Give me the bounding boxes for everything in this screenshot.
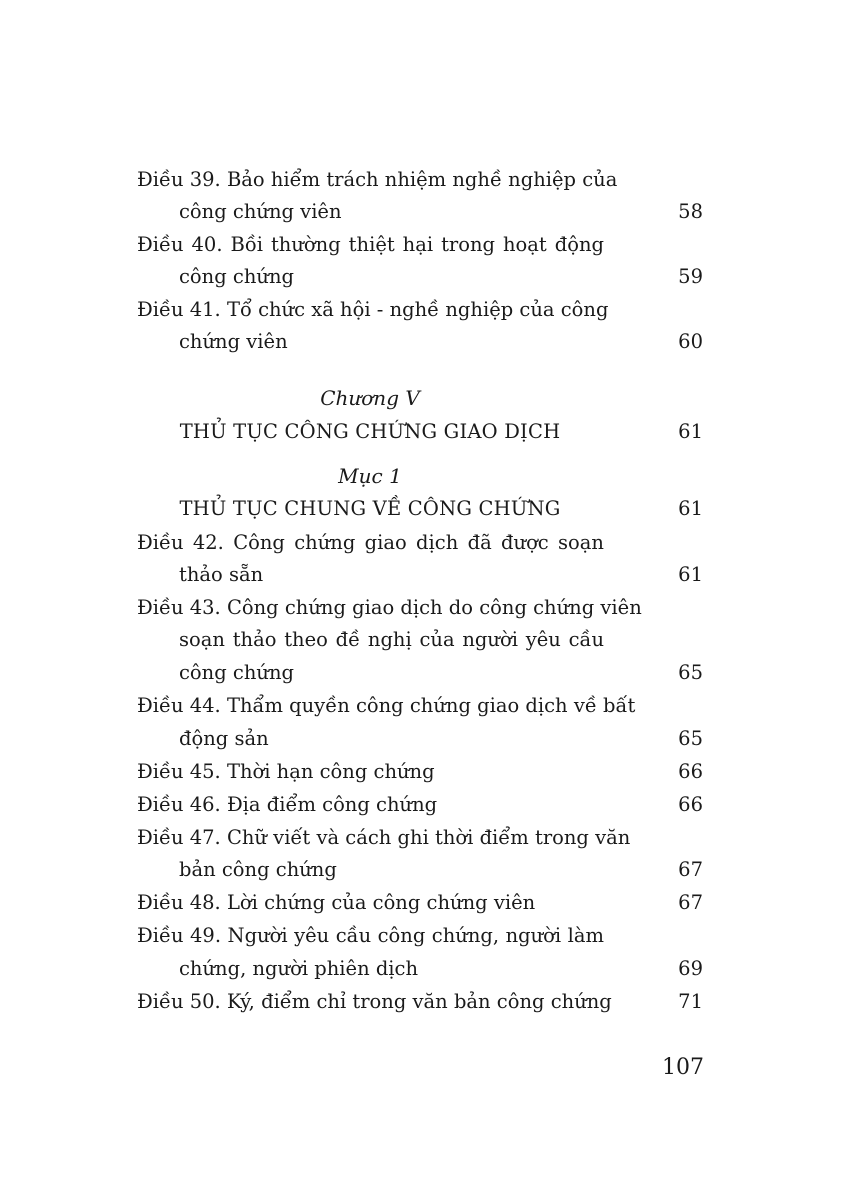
toc-entry-49-line2: chứng, người phiên dịch [179,957,419,980]
chapter-page: 61 [678,420,703,443]
toc-entry-45-line1: Điều 45. Thời hạn công chứng [137,760,435,783]
toc-entry-44-line1: Điều 44. Thẩm quyền công chứng giao dịch về bất [137,694,636,717]
toc-entry-42-page: 61 [678,563,703,586]
toc-entry-39-line1: Điều 39. Bảo hiểm trách nhiệm nghề nghiệp của [137,168,618,191]
toc-entry-44-page: 65 [678,727,703,750]
toc-entry-47-line1: Điều 47. Chữ viết và cách ghi thời điểm trong văn [137,826,631,849]
toc-entry-41-page: 60 [678,330,703,353]
toc-entry-46-line1: Điều 46. Địa điểm công chứng [137,793,438,816]
toc-entry-45-page: 66 [678,760,703,783]
toc-entry-39-line2: công chứng viên [179,200,342,223]
toc-entry-40-line2: công chứng [179,265,294,288]
chapter-label: Chương V [320,386,420,410]
section-page: 61 [678,497,703,520]
toc-entry-40-line1: Điều 40. Bồi thường thiệt hại trong hoạt động [137,233,604,256]
toc-entry-47-line2: bản công chứng [179,858,337,881]
toc-entry-49-line1: Điều 49. Người yêu cầu công chứng, người làm [137,924,604,947]
toc-entry-39-page: 58 [678,200,703,223]
toc-entry-43-line1: Điều 43. Công chứng giao dịch do công chứng viên [137,596,642,619]
toc-entry-48-line1: Điều 48. Lời chứng của công chứng viên [137,891,536,914]
toc-entry-43-line2: soạn thảo theo đề nghị của người yêu cầu [179,628,604,651]
section-label: Mục 1 [338,464,402,488]
toc-entry-41-line1: Điều 41. Tổ chức xã hội - nghề nghiệp của công [137,298,609,321]
toc-entry-41-line2: chứng viên [179,330,288,353]
toc-entry-49-page: 69 [678,957,703,980]
toc-entry-43-page: 65 [678,661,703,684]
toc-entry-44-line2: động sản [179,727,269,750]
toc-entry-42-line1: Điều 42. Công chứng giao dịch đã được soạn [137,531,604,554]
toc-entry-50-line1: Điều 50. Ký, điểm chỉ trong văn bản công chứng [137,990,612,1013]
section-title: THỦ TỤC CHUNG VỀ CÔNG CHỨNG [179,497,561,520]
toc-entry-46-page: 66 [678,793,703,816]
chapter-title: THỦ TỤC CÔNG CHỨNG GIAO DỊCH [179,420,561,443]
toc-entry-43-line3: công chứng [179,661,294,684]
toc-entry-42-line2: thảo sẵn [179,563,264,586]
toc-entry-40-page: 59 [678,265,703,288]
toc-entry-48-page: 67 [678,891,703,914]
page-number: 107 [662,1055,704,1080]
toc-entry-50-page: 71 [678,990,703,1013]
toc-entry-47-page: 67 [678,858,703,881]
